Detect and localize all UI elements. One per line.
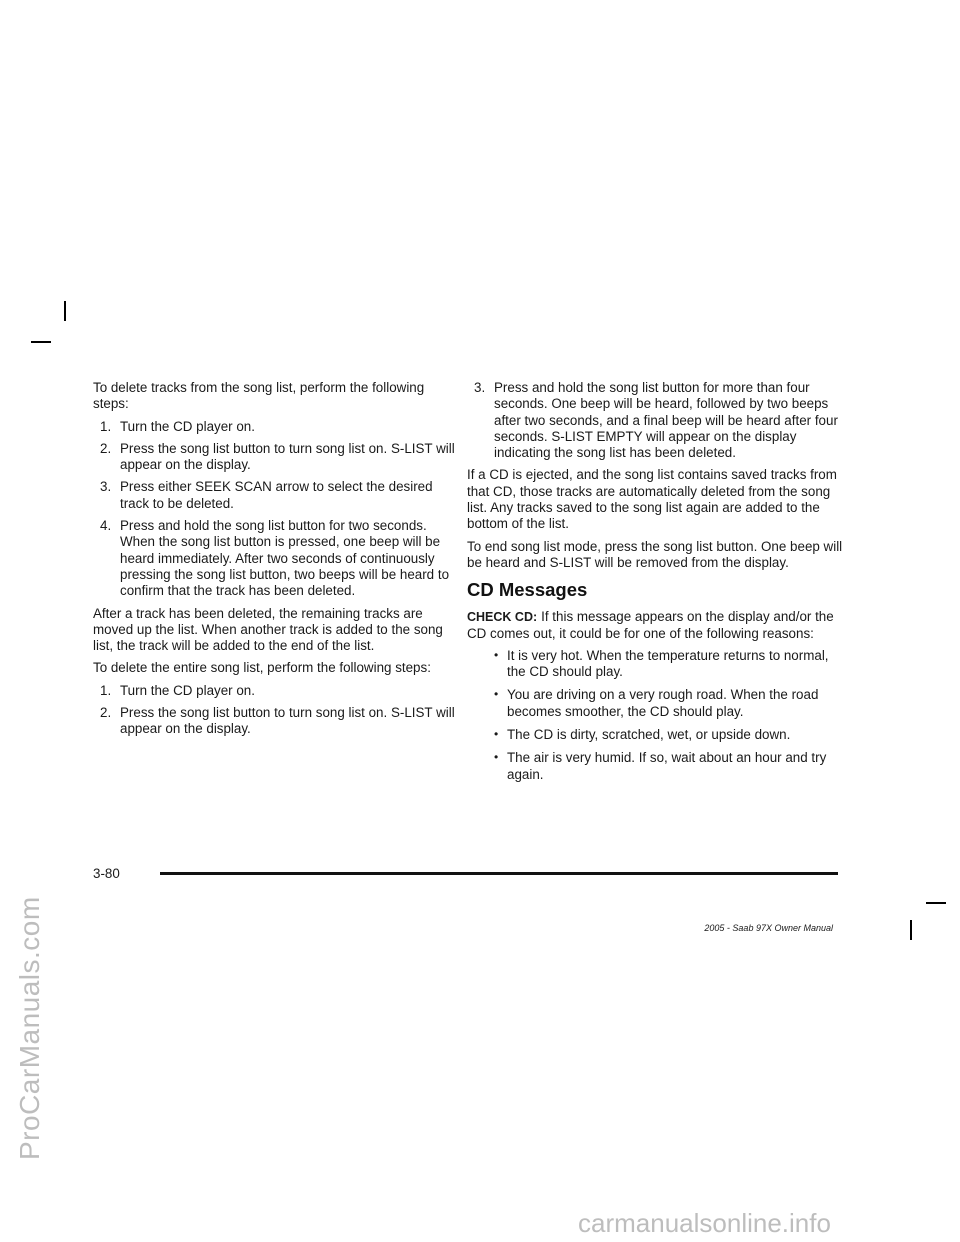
page-number: 3-80 bbox=[93, 866, 120, 881]
bullet-item: • The air is very humid. If so, wait about an hour and try again. bbox=[494, 750, 827, 782]
check-cd-term: CHECK CD: bbox=[467, 610, 538, 625]
right-column bbox=[467, 380, 845, 790]
intro-delete-entire-list: To delete the entire song list, perform the following steps: bbox=[93, 660, 431, 676]
paragraph-after-delete: After a track has been deleted, the remaining tracks are moved up the list. When another track is added to the song list, the track will be added to the end of the list. bbox=[93, 605, 443, 654]
left-column bbox=[93, 380, 455, 744]
list-item: 3. Press and hold the song list button for more than four seconds. One beep will be heard, followed by two beeps after two seconds, and a final beep will be heard after four seconds. S-LIST EMPTY will appear on the display indicating the song list has been deleted. bbox=[474, 380, 838, 461]
bullet-icon: • bbox=[494, 687, 499, 702]
list-item: 1. Turn the CD player on. bbox=[100, 418, 255, 434]
paragraph-end-song-list: To end song list mode, press the song list button. One beep will be heard and S-LIST will be removed from the display. bbox=[467, 538, 843, 570]
bullet-item: • The CD is dirty, scratched, wet, or upside down. bbox=[494, 727, 791, 743]
crop-mark-bottom-horizontal bbox=[926, 902, 946, 904]
bullet-icon: • bbox=[494, 647, 499, 662]
list-item: 4. Press and hold the song list button for two seconds. When the song list button is pressed, one beep will be heard immediately. After two seconds of continuously pressing the song list button, two beeps will be heard to confirm that the track has been deleted. bbox=[100, 518, 450, 599]
bullet-icon: • bbox=[494, 727, 499, 742]
bullet-item: • It is very hot. When the temperature returns to normal, the CD should play. bbox=[494, 647, 829, 680]
steps-delete-entire-list bbox=[93, 683, 455, 738]
bullet-icon: • bbox=[494, 750, 499, 765]
paragraph-cd-ejected: If a CD is ejected, and the song list contains saved tracks from that CD, those tracks are automatically deleted from the song list. Any tracks saved to the song list again are added to the bottom of the list. bbox=[467, 467, 837, 532]
watermark-bottom: carmanualsonline.info bbox=[578, 1208, 831, 1238]
watermark-side: ProCarManuals.com bbox=[14, 896, 45, 1160]
crop-mark-top-horizontal bbox=[31, 341, 51, 343]
reasons-list bbox=[467, 648, 845, 783]
check-cd-paragraph bbox=[467, 609, 845, 642]
intro-delete-tracks: To delete tracks from the song list, perform the following steps: bbox=[93, 380, 425, 412]
list-item: 2. Press the song list button to turn song list on. S-LIST will appear on the display. bbox=[100, 705, 455, 737]
list-item: 1. Turn the CD player on. bbox=[100, 682, 255, 698]
footer-rule bbox=[160, 872, 838, 875]
check-cd-text: If this message appears on the display and/or the CD comes out, it could be for one of the following reasons: bbox=[467, 609, 834, 641]
manual-title: 2005 - Saab 97X Owner Manual bbox=[704, 923, 833, 933]
bullet-item: • You are driving on a very rough road. When the road becomes smoother, the CD should play. bbox=[494, 687, 819, 719]
section-heading: CD Messages bbox=[467, 579, 588, 601]
crop-mark-bottom-vertical bbox=[910, 920, 912, 940]
steps-delete-tracks bbox=[93, 419, 455, 600]
list-item: 3. Press either SEEK SCAN arrow to select the desired track to be deleted. bbox=[100, 479, 433, 511]
list-item: 2. Press the song list button to turn song list on. S-LIST will appear on the display. bbox=[100, 440, 455, 473]
crop-mark-top-vertical bbox=[64, 301, 66, 321]
